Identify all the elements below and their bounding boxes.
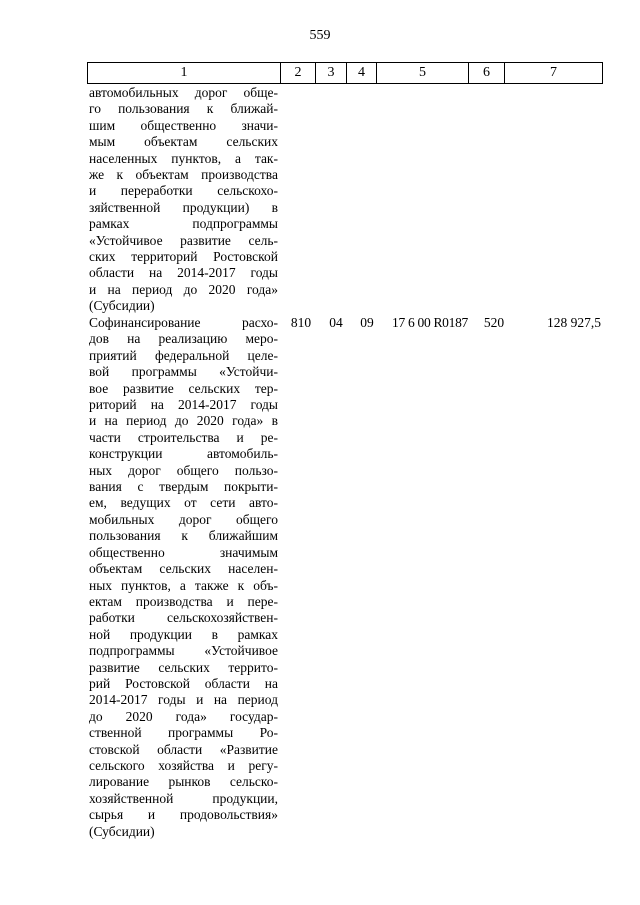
description-line: (Субсидии) — [89, 298, 155, 314]
description-line: «Устойчивое развитие сель- — [89, 232, 278, 248]
header-col-3: 3 — [316, 63, 347, 84]
description-line: и на период до 2020 года» в — [89, 413, 278, 429]
description-line: же к объектам производства — [89, 167, 278, 183]
description-line: конструкции автомобиль- — [89, 446, 278, 462]
header-col-2: 2 — [281, 63, 316, 84]
description-line: объектам сельских населен- — [89, 561, 278, 577]
description-line: хозяйственной продукции, — [89, 790, 278, 806]
description-line: ных пунктов, а также к объ- — [89, 577, 278, 593]
row-col-3: 04 — [329, 315, 343, 330]
description-line: работки сельскохозяйствен- — [89, 610, 278, 626]
description-line: рий Ростовской области на — [89, 675, 278, 691]
description-line: вания с твердым покрыти- — [89, 479, 278, 495]
description-line: (Субсидии) — [89, 823, 155, 839]
row-col-7: 128 927,5 — [547, 315, 601, 330]
description-line: населенных пунктов, а так- — [89, 150, 278, 166]
description-line: ектам производства и пере- — [89, 593, 278, 609]
description-line: ной продукции в рамках — [89, 626, 278, 642]
description-line: вое развитие сельских тер- — [89, 380, 278, 396]
row-description — [89, 85, 278, 315]
description-line: развитие сельских террито- — [89, 659, 278, 675]
description-line: автомобильных дорог обще- — [89, 85, 278, 100]
description-line: ственной программы Ро- — [89, 725, 278, 741]
table-header — [87, 62, 603, 84]
description-line: вой программы «Устойчи- — [89, 364, 278, 380]
description-line: и переработки сельскохо- — [89, 183, 278, 199]
description-line: зяйственной продукции) в — [89, 199, 278, 215]
description-line: лирование рынков сельско- — [89, 774, 278, 790]
header-col-4: 4 — [347, 63, 377, 84]
description-line: ских территорий Ростовской — [89, 249, 278, 265]
row-col-6: 520 — [483, 315, 505, 330]
row-col-5: 17 6 00 R0187 — [392, 315, 468, 330]
description-line: ных дорог общего пользо- — [89, 462, 278, 478]
description-line: до 2020 года» государ- — [89, 708, 278, 724]
description-line: сырья и продовольствия» — [89, 807, 278, 823]
description-line: общественно значимым — [89, 544, 278, 560]
description-line: части строительства и ре- — [89, 429, 278, 445]
description-line: Софинансирование расхо- — [89, 315, 278, 330]
header-col-1: 1 — [88, 63, 281, 84]
description-line: шим общественно значи- — [89, 117, 278, 133]
header-col-5: 5 — [377, 63, 469, 84]
description-line: дов на реализацию меро- — [89, 331, 278, 347]
description-line: го пользования к ближай- — [89, 101, 278, 117]
description-line: приятий федеральной целе- — [89, 347, 278, 363]
description-line: подпрограммы «Устойчивое — [89, 643, 278, 659]
header-col-6: 6 — [469, 63, 505, 84]
page-number: 559 — [309, 28, 331, 43]
description-line: риторий на 2014-2017 годы — [89, 397, 278, 413]
description-line: 2014-2017 годы и на период — [89, 692, 278, 708]
description-line: области на 2014-2017 годы — [89, 265, 278, 281]
description-line: стовской области «Развитие — [89, 741, 278, 757]
description-line: мым объектам сельских — [89, 134, 278, 150]
row-col-2: 810 — [290, 315, 312, 330]
description-line: ем, ведущих от сети авто- — [89, 495, 278, 511]
row-description — [89, 315, 278, 840]
description-line: рамках подпрограммы — [89, 216, 278, 232]
description-line: и на период до 2020 года» — [89, 281, 278, 297]
description-line: пользования к ближайшим — [89, 528, 278, 544]
header-col-7: 7 — [505, 63, 603, 84]
description-line: мобильных дорог общего — [89, 511, 278, 527]
description-line: сельского хозяйства и регу- — [89, 757, 278, 773]
row-col-4: 09 — [360, 315, 374, 330]
